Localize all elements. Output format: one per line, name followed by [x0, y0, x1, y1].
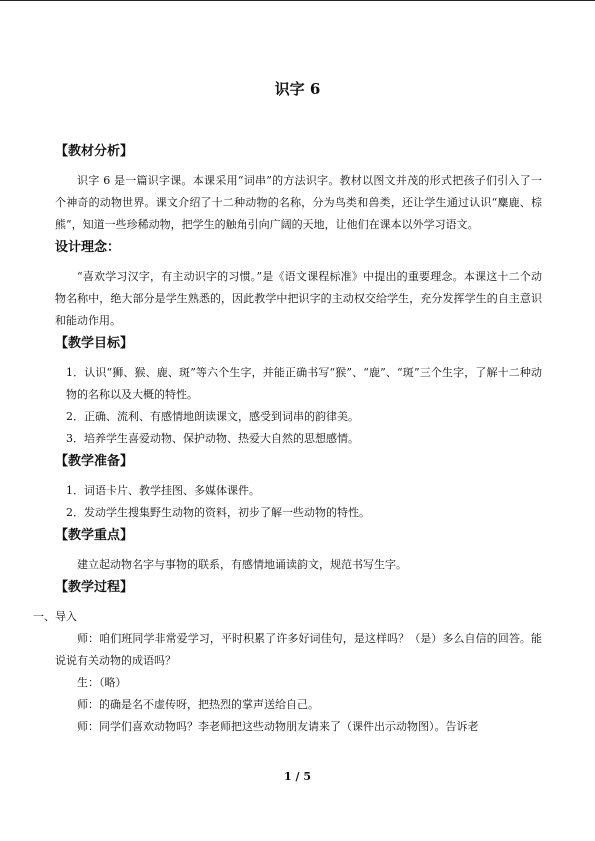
goal-item: 1．认识“狮、猴、鹿、斑”等六个生字，并能正确书写“猴”、“鹿”、“斑”三个生字，了解十二种动物的名称以及大概的特性。 — [66, 366, 542, 401]
heading-design-concept: 设计理念： — [55, 240, 121, 255]
dialogue-line: 生：（略） — [77, 676, 127, 689]
heading-teaching-goals: 【教学目标】 — [55, 336, 134, 351]
document-body — [33, 140, 542, 738]
preparation-item: 1．词语卡片、教学挂图、多媒体课件。 — [66, 484, 260, 497]
heading-teaching-focus: 【教学重点】 — [55, 528, 134, 543]
goal-item: 3．培养学生喜爱动物、保护动物、热爱大自然的思想感情。 — [66, 432, 359, 445]
dialogue-line: 师：咱们班同学非常爱学习，平时积累了许多好词佳句，是这样吗？（是）多么自信的回答。能说说有关动物的成语吗？ — [55, 632, 542, 667]
paragraph-design-concept: “喜欢学习汉字，有主动识字的习惯。”是《语文课程标准》中提出的重要理念。本课这十二个动物名称中，绝大部分是学生熟悉的，因此教学中把识字的主动权交给学生，充分发挥学生的自主意识和能动作用。 — [55, 270, 542, 327]
goal-item: 2．正确、流利、有感情地朗读课文，感受到词串的韵律美。 — [66, 410, 359, 423]
preparation-item: 2．发动学生搜集野生动物的资料，初步了解一些动物的特性。 — [66, 506, 370, 519]
dialogue-line: 师：同学们喜欢动物吗？李老师把这些动物朋友请来了（课件出示动物图）。告诉老 — [77, 720, 479, 733]
heading-teaching-preparation: 【教学准备】 — [55, 454, 134, 469]
process-step-intro: 一、导入 — [33, 610, 77, 623]
page-number: 1 / 5 — [284, 770, 311, 783]
heading-teaching-process: 【教学过程】 — [55, 580, 134, 595]
dialogue-line: 师：的确是名不虚传呀，把热烈的掌声送给自己。 — [77, 698, 319, 711]
paragraph-material-analysis: 识字 6 是一篇识字课。本课采用“词串”的方法识字。教材以图文并茂的形式把孩子们引入了一个神奇的动物世界。课文介绍了十二种动物的名称，分为鸟类和兽类，还让学生通过认识“麋鹿、棕熊”，知道一些珍稀动物，把学生的触角引向广阔的天地，让他们在课本以外学习语文。 — [55, 174, 542, 231]
document-title: 识字 6 — [274, 80, 321, 98]
heading-material-analysis: 【教材分析】 — [55, 144, 134, 159]
paragraph-teaching-focus: 建立起动物名字与事物的联系，有感情地诵读韵文，规范书写生字。 — [77, 558, 407, 571]
page-top-rule — [0, 0, 595, 1]
